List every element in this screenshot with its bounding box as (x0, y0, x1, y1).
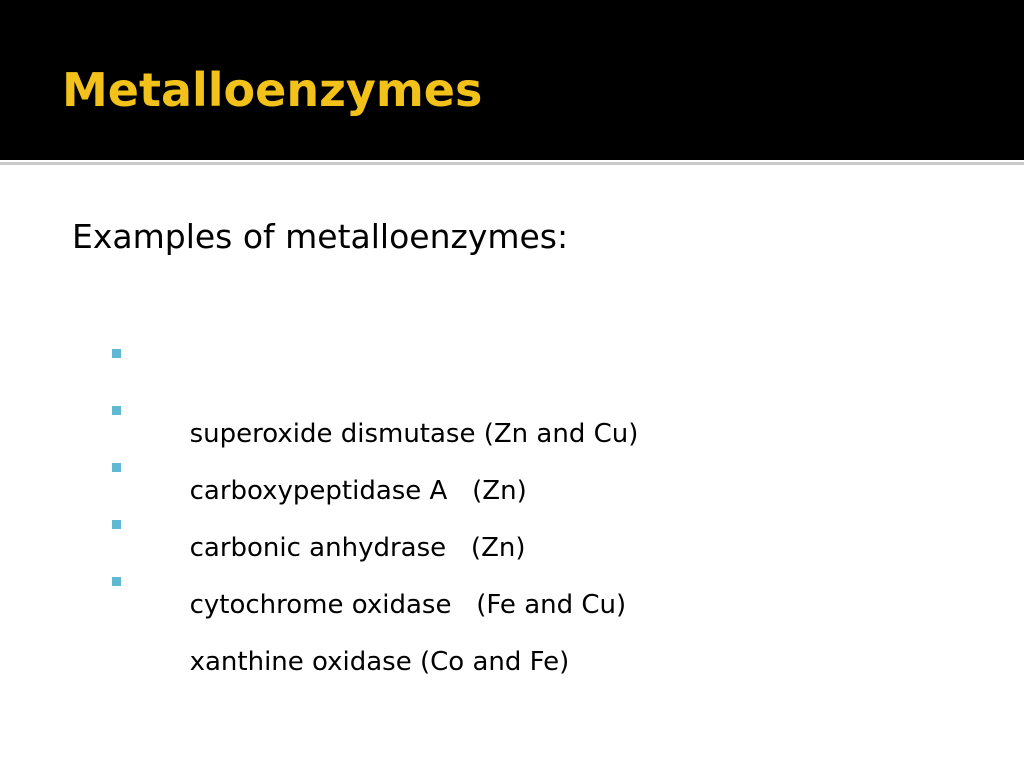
bullet-text: xanthine oxidase (Co and Fe) (189, 647, 570, 677)
title-divider (0, 162, 1024, 165)
bullet-text: carboxypeptidase A (Zn) (189, 476, 527, 506)
bullet-text: carbonic anhydrase (Zn) (189, 533, 526, 563)
bullet-text: cytochrome oxidase (Fe and Cu) (189, 590, 627, 620)
intro-text: Examples of metalloenzymes: (72, 217, 569, 256)
square-bullet-icon (112, 520, 121, 529)
list-item (112, 505, 638, 620)
list-item (112, 448, 638, 563)
bullet-text: superoxide dismutase (Zn and Cu) (189, 419, 639, 449)
list-item (112, 391, 638, 506)
square-bullet-icon (112, 577, 121, 586)
square-bullet-icon (112, 406, 121, 415)
square-bullet-icon (112, 349, 121, 358)
slide-title: Metalloenzymes (62, 63, 483, 117)
list-item (112, 334, 639, 449)
square-bullet-icon (112, 463, 121, 472)
bullet-list (112, 334, 639, 677)
list-item (112, 562, 638, 677)
